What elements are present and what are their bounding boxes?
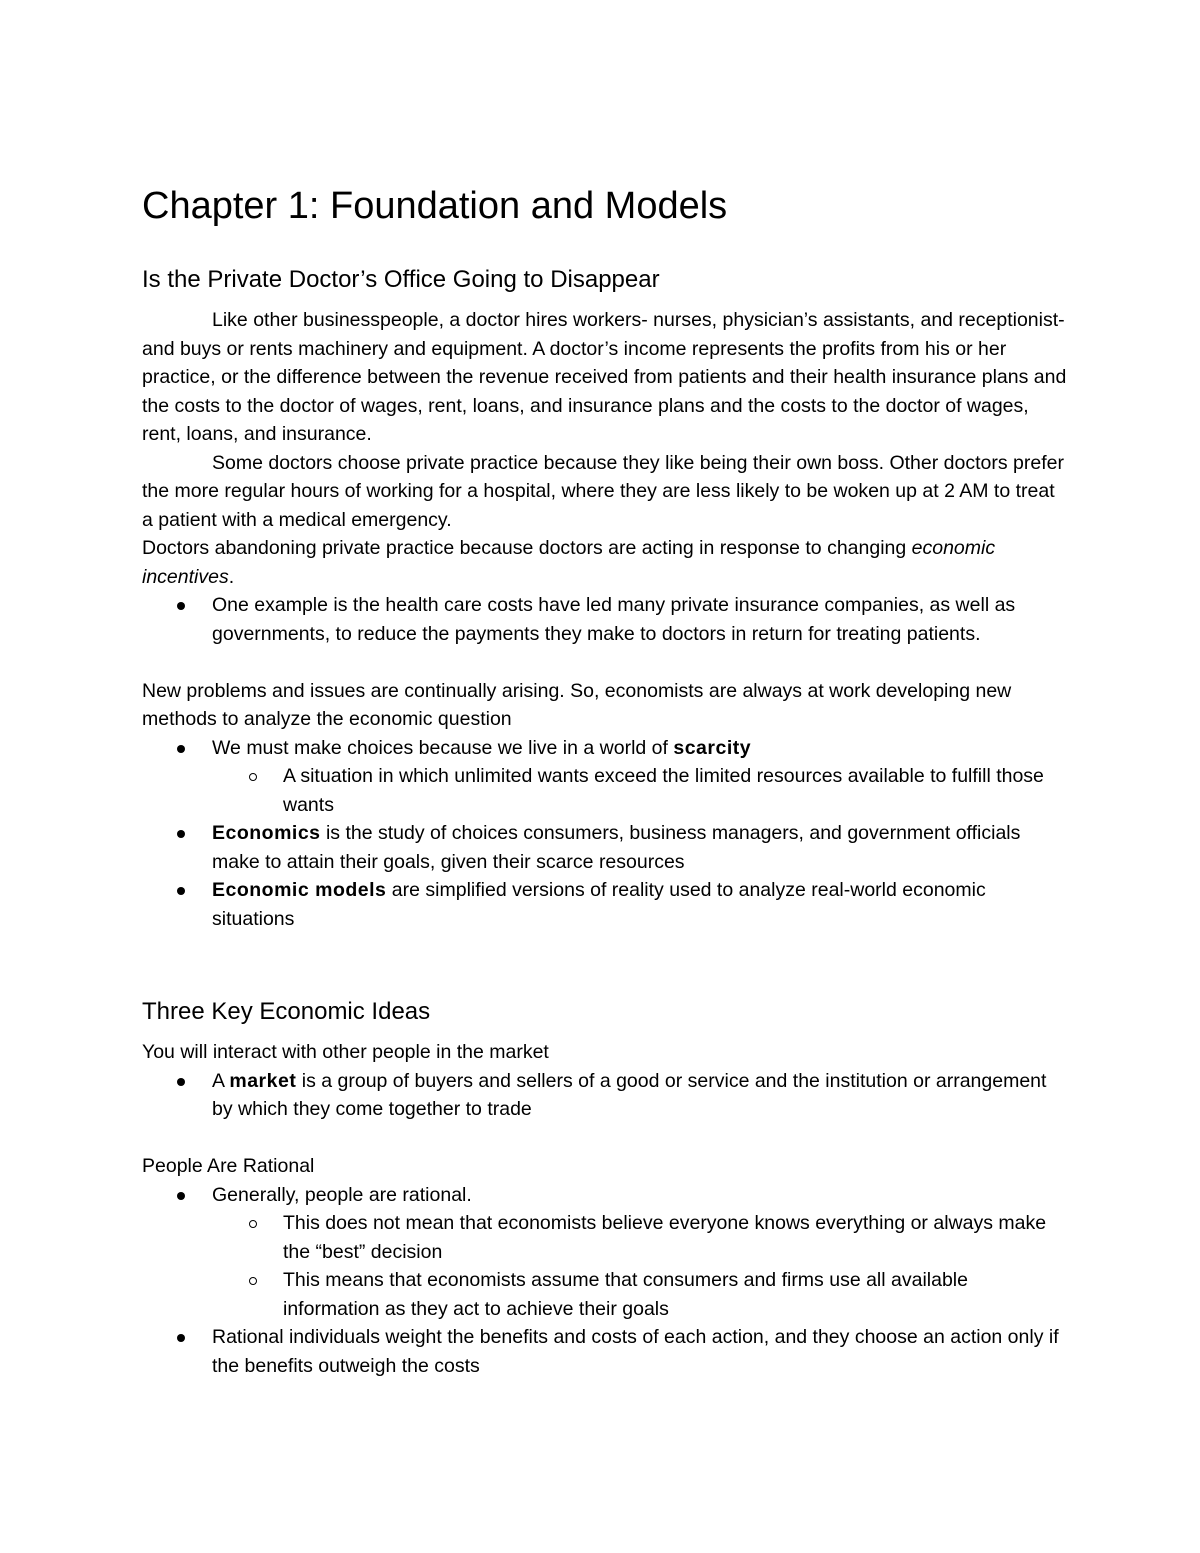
bullet-icon [177,1192,185,1200]
rational-list [142,1181,1067,1381]
list-item: One example is the health care costs have led many private insurance companies, as well as governments, to reduce the payments they make to doctors in return for treating patients. [142,591,1067,648]
incentives-list [142,591,1067,648]
economics-term: Economics [212,822,321,844]
paragraph-new-problems: New problems and issues are continually arising. So, economists are always at work developing new methods to analyze the economic question [142,679,1012,730]
list-item: This does not mean that economists believe everyone knows everything or always make the “best” decision [142,1209,1067,1266]
list-item: A situation in which unlimited wants exceed the limited resources available to fulfill those wants [142,762,1067,819]
paragraph-economic-incentives: Doctors abandoning private practice because doctors are acting in response to changing economic incentives. [142,537,996,588]
bullet-icon [177,602,185,610]
definitions-list [142,734,1067,934]
market-list [142,1067,1067,1124]
list-item: Rational individuals weight the benefits and costs of each action, and they choose an action only if the benefits outweigh the costs [142,1323,1067,1380]
bullet-icon [177,887,185,895]
list-item: Generally, people are rational. [142,1181,1067,1210]
hollow-bullet-icon [249,1277,257,1285]
paragraph-private-practice: Some doctors choose private practice because they like being their own boss. Other doctors prefer the more regular hours of working for a hospital, where they are less likely to be woken up at 2 AM to treat a patient with a medical emergency. [142,451,1064,531]
scarcity-term: scarcity [673,736,752,759]
section-body-key-ideas [142,1038,1067,1380]
market-term: market [229,1069,297,1092]
paragraph-doctor-income: Like other businesspeople, a doctor hires workers- nurses, physician’s assistants, and receptionist-and buys or rents machinery and equipment. A doctor’s income represents the profits from his or her practice, or the difference between the revenue received from patients and their health insurance plans and the costs to the doctor of wages, rent, loans, and insurance plans and the costs to the doctor of wages, rent, loans, and insurance. [142,309,1067,445]
section-heading-private-doctor: Is the Private Doctor’s Office Going to Disappear [142,266,660,293]
bullet-icon [177,745,185,753]
section-body-private-doctor [142,306,1067,933]
list-item: This means that economists assume that consumers and firms use all available information as they act to achieve their goals [142,1266,1067,1323]
bullet-icon [177,1334,185,1342]
list-item: A market is a group of buyers and sellers of a good or service and the institution or arrangement by which they come together to trade [142,1067,1067,1124]
economic-models-term: Economic models [212,879,387,901]
list-item: We must make choices because we live in a world of scarcity [142,734,1067,763]
chapter-title: Chapter 1: Foundation and Models [142,185,728,227]
section-heading-key-ideas: Three Key Economic Ideas [142,998,431,1025]
bullet-icon [177,830,185,838]
economic-incentives-term: economic incentives [142,537,996,588]
paragraph-market-intro: You will interact with other people in the market [142,1041,549,1063]
paragraph-rational-intro: People Are Rational [142,1155,315,1177]
hollow-bullet-icon [249,773,257,781]
hollow-bullet-icon [249,1220,257,1228]
bullet-icon [177,1078,185,1086]
list-item: Economic models are simplified versions of reality used to analyze real-world economic situations [142,876,1067,933]
list-item: Economics is the study of choices consumers, business managers, and government officials make to attain their goals, given their scarce resources [142,819,1067,876]
